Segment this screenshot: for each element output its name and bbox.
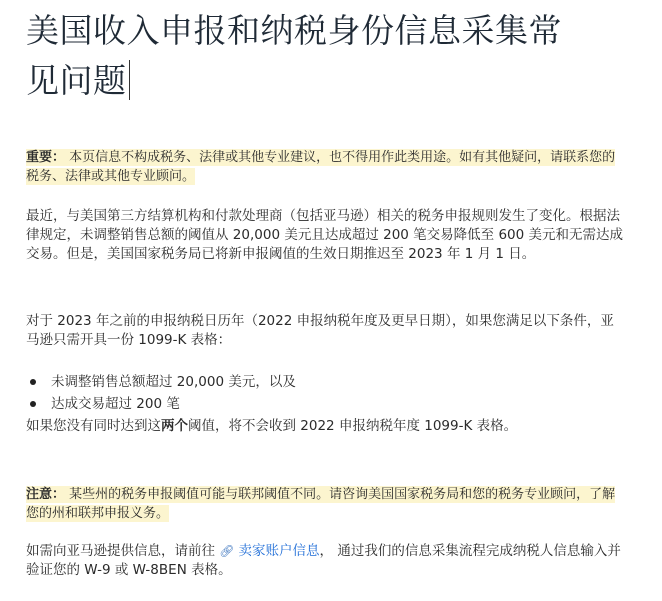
conditions-list bbox=[26, 371, 296, 415]
list-item-text: 达成交易超过 200 笔 bbox=[51, 396, 180, 412]
paragraph-no-form-after: 阈值，将不会收到 2022 申报纳税年度 1099-K 表格。 bbox=[188, 418, 518, 434]
paragraph-no-form-bold: 两个 bbox=[161, 418, 188, 434]
important-label: 重要： bbox=[26, 150, 66, 165]
important-text: 本页信息不构成税务、法律或其他专业建议，也不得用作此类用途。如有其他疑问，请联系您的税务、法律或其他专业顾问。 bbox=[26, 150, 616, 184]
page-title-line1: 美国收入申报和纳税身份信息采集常 bbox=[26, 11, 562, 50]
notice-text: 某些州的税务申报阈值可能与联邦阈值不同。请咨询美国国家税务局和您的税务专业顾问，了解您的州和联邦申报义务。 bbox=[26, 487, 616, 521]
notice-highlight bbox=[26, 486, 615, 522]
link-icon: 🔗︎ bbox=[219, 544, 235, 558]
list-item bbox=[26, 393, 296, 415]
page-title bbox=[26, 6, 626, 106]
list-item-text: 未调整销售总额超过 20,000 美元，以及 bbox=[51, 374, 296, 390]
text-cursor bbox=[129, 60, 130, 100]
important-highlight bbox=[26, 149, 615, 185]
important-callout bbox=[26, 148, 626, 186]
paragraph-provide-info-after: ， 通过我们的信息采集流程完成纳税人信息输入并验证您的 W-9 或 W-8BEN 表格。 bbox=[26, 543, 621, 578]
paragraph-reporting-change: 最近，与美国第三方结算机构和付款处理商（包括亚马逊）相关的税务申报规则发生了变化。根据法律规定，未调整销售总额的阈值从 20,000 美元且达成超过 200 笔交易降低至 600 美元和无需达成交易。但是，美国国家税务局已将新申报阈值的生效日期推迟至 2023 年 1 月 1 日。 bbox=[26, 208, 624, 262]
paragraph-provide-info bbox=[26, 542, 626, 580]
bullet-icon bbox=[30, 379, 36, 385]
paragraph-no-form bbox=[26, 417, 626, 436]
seller-account-info-link[interactable]: 卖家账户信息 bbox=[238, 543, 320, 559]
page-title-line2: 见问题 bbox=[26, 61, 127, 100]
paragraph-2023-conditions: 对于 2023 年之前的申报纳税日历年（2022 申报纳税年度及更早日期），如果您满足以下条件，亚马逊只需开具一份 1099-K 表格： bbox=[26, 313, 614, 348]
notice-callout bbox=[26, 485, 626, 523]
notice-label: 注意： bbox=[26, 487, 66, 502]
list-item bbox=[26, 371, 296, 393]
paragraph-provide-info-before: 如需向亚马逊提供信息，请前往 bbox=[26, 543, 220, 559]
paragraph-no-form-before: 如果您没有同时达到这 bbox=[26, 418, 161, 434]
bullet-icon bbox=[30, 401, 36, 407]
